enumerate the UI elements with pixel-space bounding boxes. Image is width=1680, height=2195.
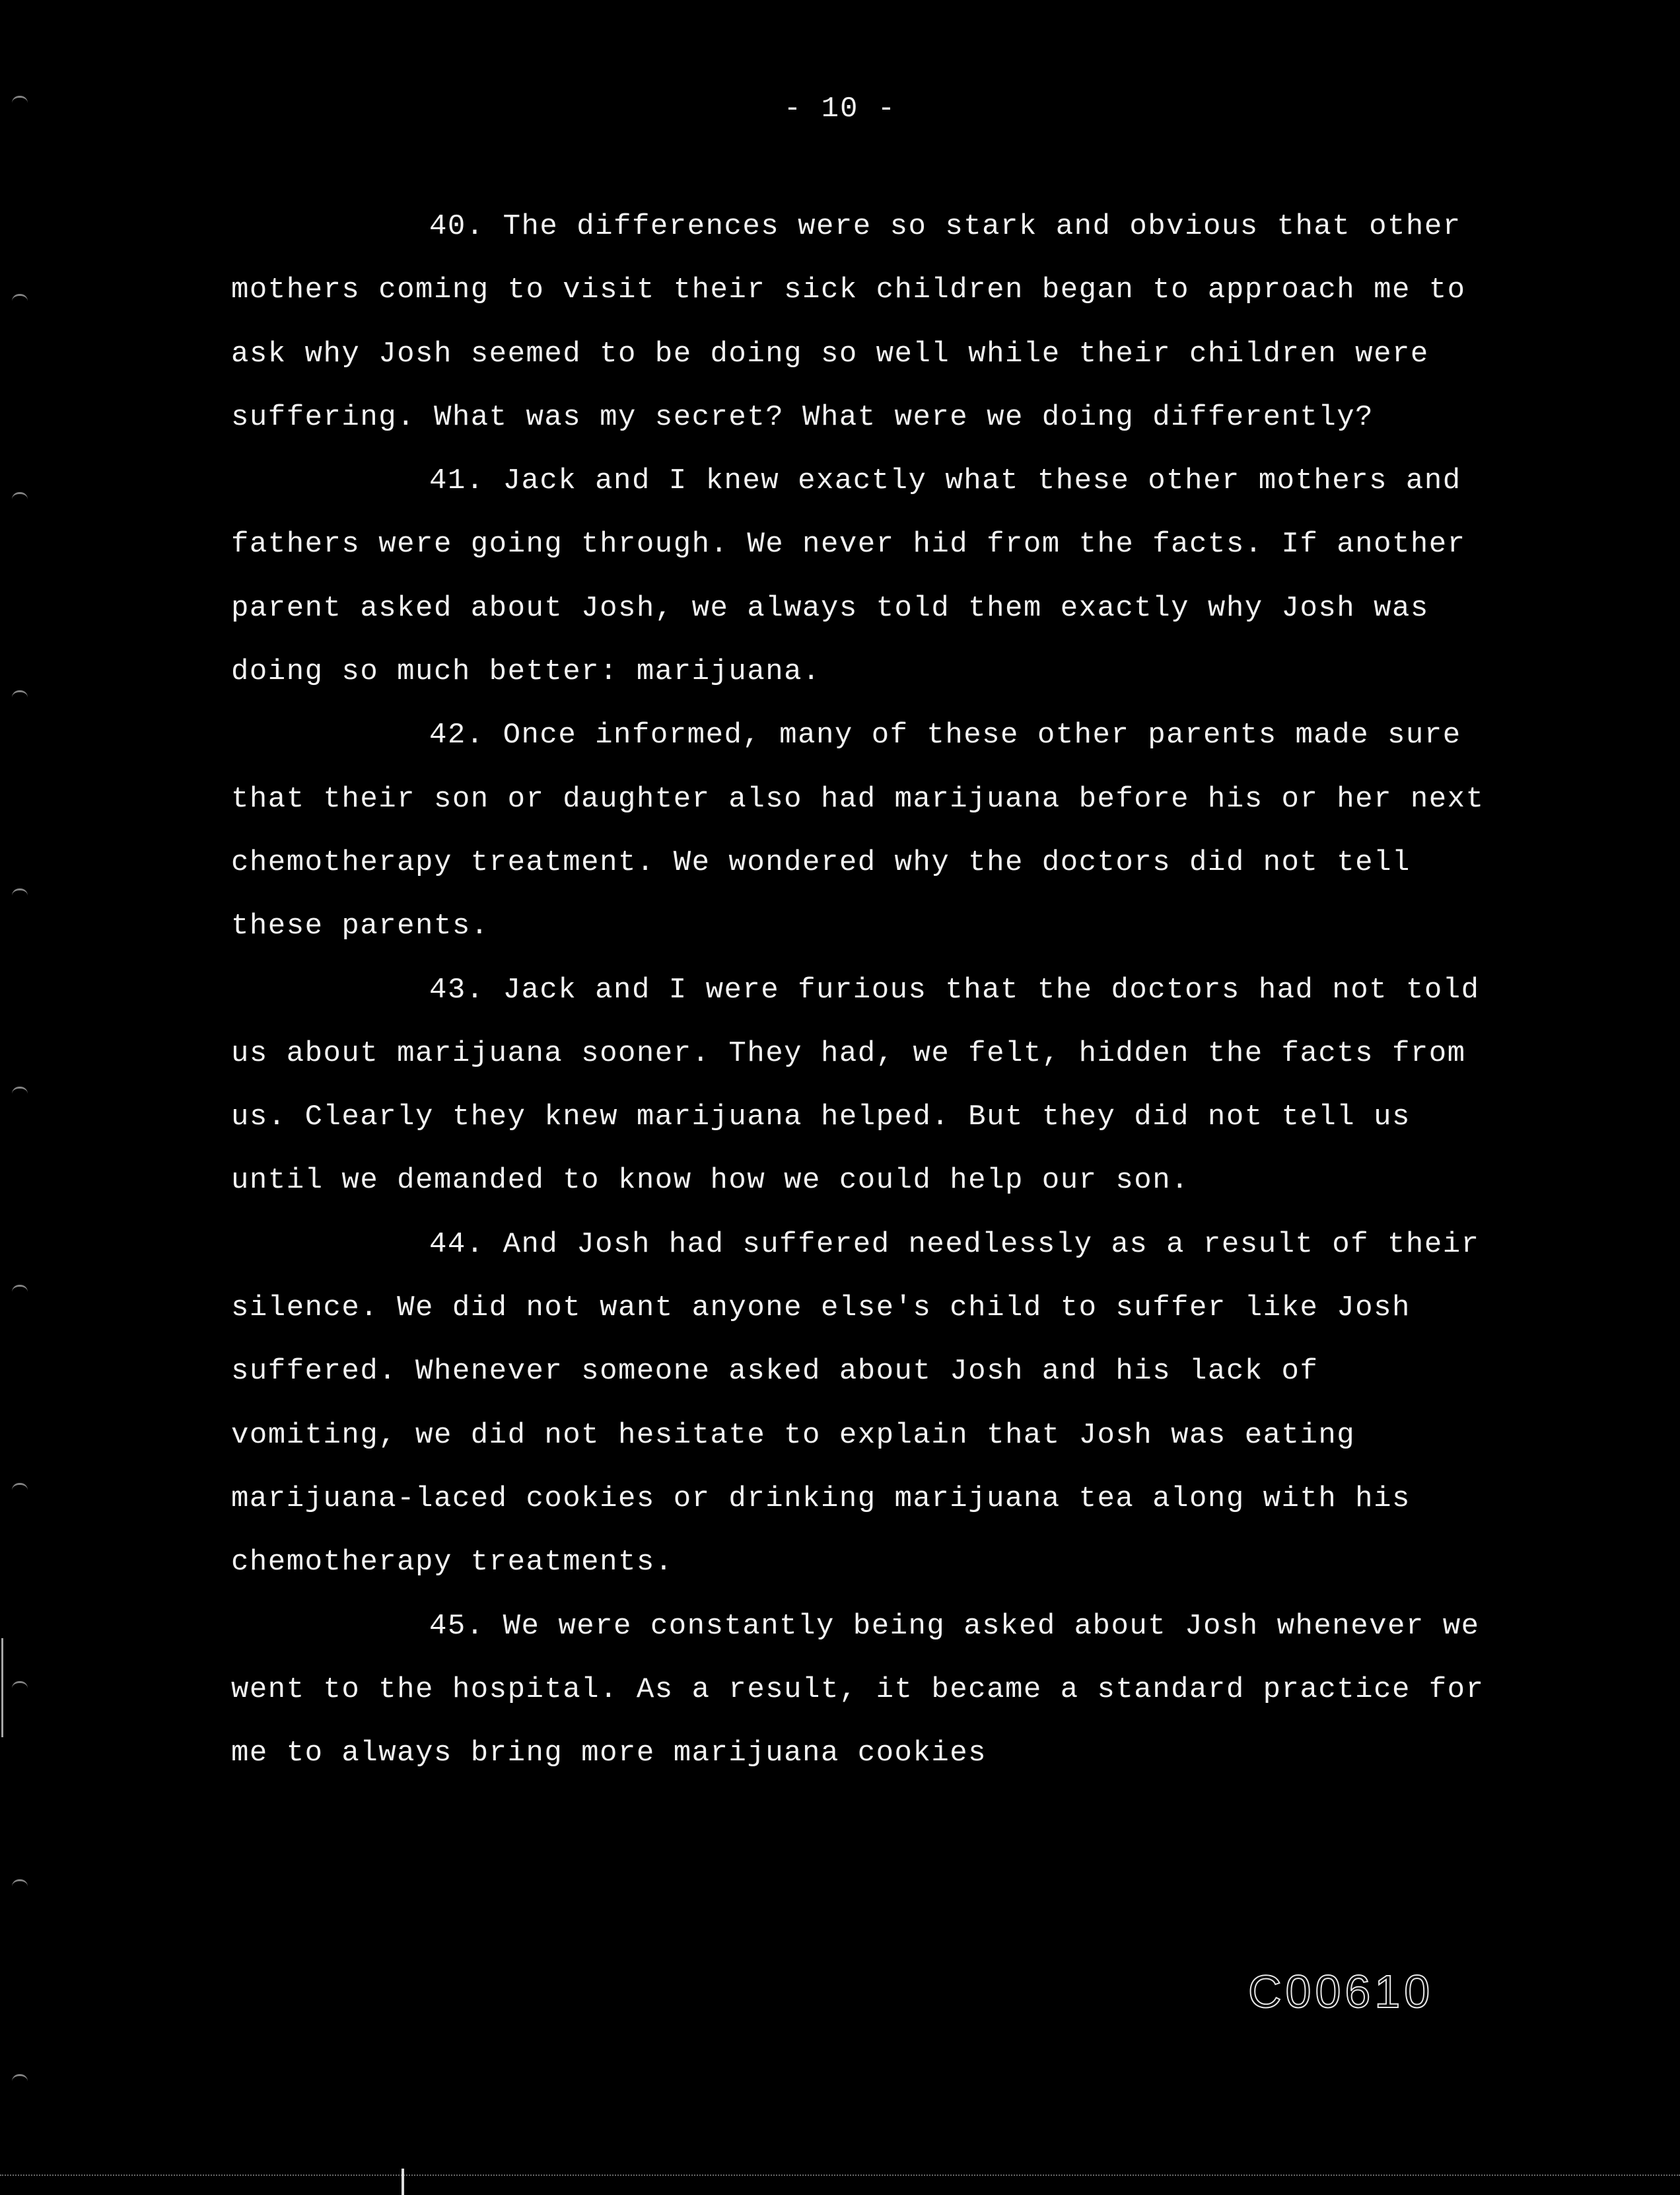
body-text — [231, 195, 1503, 1785]
scan-edge-mark — [12, 492, 28, 499]
scan-edge-mark — [12, 888, 28, 896]
scan-edge-line — [1, 1638, 3, 1737]
bates-number: C00610 — [1248, 1966, 1434, 2017]
scan-edge-mark — [12, 294, 28, 301]
paragraph-45: 45. We were constantly being asked about Josh whenever we went to the hospital. As a result, it became a standard practice for me to always bring more marijuana cookies — [231, 1609, 1503, 1770]
paragraph-43: 43. Jack and I were furious that the doctors had not told us about marijuana sooner. They had, we felt, hidden the facts from us. Clearly they knew marijuana helped. But they did not tell us until we demanded to know how we could help our son. — [231, 973, 1498, 1198]
page-number: - 10 - — [783, 92, 897, 126]
scan-edge-mark — [12, 2074, 28, 2081]
scan-edge-mark — [12, 1879, 28, 1887]
scan-edge-mark — [12, 1285, 28, 1292]
scan-edge-mark — [12, 1087, 28, 1094]
paragraph-41: 41. Jack and I knew exactly what these other mothers and fathers were going through. We never hid from the facts. If another parent asked about Josh, we always told them exactly why Josh was doing so much better: marijuana. — [231, 464, 1485, 689]
scan-edge-mark — [12, 1483, 28, 1490]
paragraph-44: 44. And Josh had suffered needlessly as a result of their silence. We did not want anyone else's child to suffer like Josh suffered. Whenever someone asked about Josh and his lack of vomiting, we did not hesitate to explain that Josh was eating marijuana-laced cookies or drinking marijuana tea along with his chemotherapy treatments. — [231, 1227, 1498, 1579]
scan-edge-mark — [12, 1681, 28, 1688]
scan-edge-mark — [12, 690, 28, 698]
paragraph-40: 40. The differences were so stark and obvious that other mothers coming to visit their sick children began to approach me to ask why Josh seemed to be doing so well while their children were suffering. What was my secret? What were we doing differently? — [231, 210, 1485, 434]
scan-bottom-tick — [402, 2169, 404, 2195]
scan-bottom-edge — [0, 2175, 1680, 2176]
paragraph-42: 42. Once informed, many of these other parents made sure that their son or daughter also had marijuana before his or her next chemotherapy treatment. We wondered why the doctors did not tell these parents. — [231, 719, 1503, 943]
